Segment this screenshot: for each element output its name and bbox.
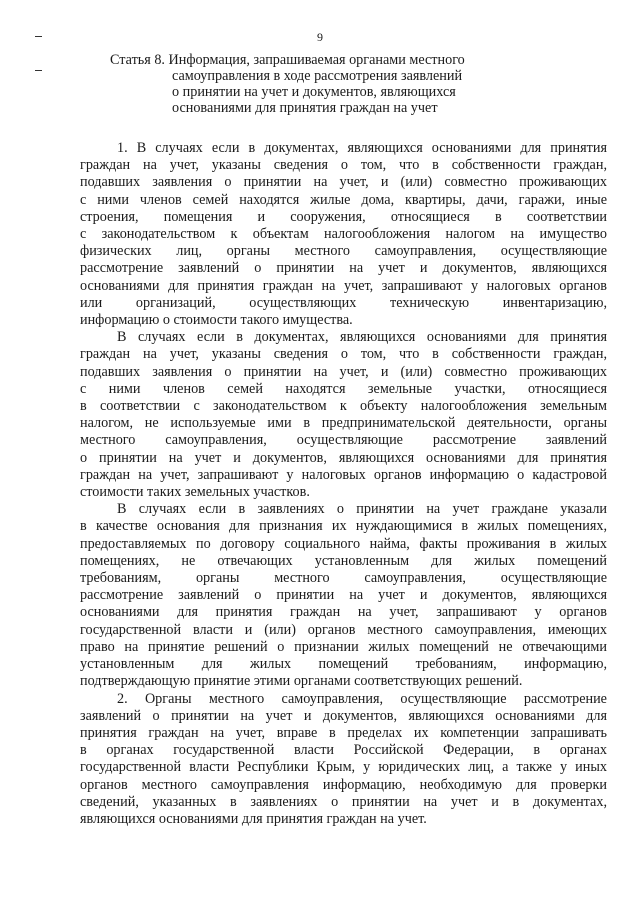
text-line: налогом, не используемые ими в предпринимательской деятельности, органы [80,415,607,432]
text-line: граждан на учет, указаны сведения о том, что в собственности граждан, [80,157,607,174]
article-heading-line: о принятии на учет и документов, являющихся [172,84,456,100]
text-line: принятия граждан на учет, вправе в пределах их компетенции запрашивать [80,724,607,741]
text-line: граждан на учет, указаны сведения о том, что в собственности граждан, [80,346,607,363]
text-line: подтверждающую принятие этими органами соответствующих решений. [80,673,523,690]
text-line: являющихся основаниями для принятия граждан на учет. [80,810,427,827]
text-line: с законодательством к объектам налогообложения налогом на имущество [80,226,607,243]
text-line: подавших заявления о принятии на учет, и (или) совместно проживающих [80,174,607,191]
text-line: 1. В случаях если в документах, являющихся основаниями для принятия [117,140,607,156]
text-line: с ними членов семей находятся жилые дома, квартиры, дачи, гаражи, иные [80,191,607,208]
article-heading-line: самоуправления в ходе рассмотрения заявлений [172,68,463,84]
text-line: право на принятие решений о признании жилых помещений не отвечающими [80,638,607,655]
text-line: установленным для жилых помещений требованиям, информацию, [80,656,607,673]
text-line: государственной власти Республики Крым, у юридических лиц, а также у иных [80,759,607,776]
text-line: с ними членов семей находятся земельные участки, относящиеся [80,380,607,397]
text-line: государственной власти и (или) органов местного самоуправления, имеющих [80,621,607,638]
text-line: 2. Органы местного самоуправления, осуществляющие рассмотрение [117,690,607,707]
text-line: о принятии на учет и документов, являющихся основаниями для принятия [80,449,607,466]
article-heading [110,52,530,116]
text-line: сведений, указанных в заявлениях о принятии на учет и в документах, [80,793,607,810]
text-line: рассмотрение заявлений о принятии на учет и документов, являющихся [80,587,607,604]
text-line: в соответствии с законодательством к объекту налогообложения земельным [80,398,607,415]
article-body [80,140,607,828]
text-line: требованиям, органы местного самоуправления, осуществляющие [80,570,607,587]
text-line: строения, помещения и сооружения, относящиеся в соответствии [80,208,607,225]
text-line: основаниями для принятия граждан на учет, запрашивают у налоговых органов [80,277,607,294]
text-line: стоимости таких земельных участков. [80,484,310,501]
text-line: местного самоуправления, осуществляющие рассмотрение заявлений [80,432,607,449]
text-line: в качестве основания для признания их нуждающимися в жилых помещениях, [80,518,607,535]
text-line: граждан на учет, запрашивают у налоговых органов информацию о кадастровой [80,466,607,483]
text-line: в органах государственной власти Российской Федерации, в органах [80,742,607,759]
text-line: рассмотрение заявлений о принятии на учет и документов, являющихся [80,260,607,277]
article-heading-line: основаниями для принятия граждан на учет [172,100,438,116]
margin-mark [35,70,42,71]
article-heading-line: Статья 8. Информация, запрашиваемая органами местного [110,52,465,68]
text-line: физических лиц, органы местного самоуправления, осуществляющие [80,243,607,260]
page-number: 9 [317,30,323,44]
text-line: В случаях если в документах, являющихся основаниями для принятия [117,329,607,346]
text-line: подавших заявления о принятии на учет, и (или) совместно проживающих [80,363,607,380]
text-line: основаниями для принятия граждан на учет, запрашивают у органов [80,604,607,621]
text-line: или организаций, осуществляющих техническую инвентаризацию, [80,294,607,311]
text-line: предоставляемых по договору социального найма, факты проживания в жилых [80,535,607,552]
text-line: заявлений о принятии на учет и документов, являющихся основаниями для [80,707,607,724]
text-line: помещениях, не отвечающих установленным для жилых помещений [80,552,607,569]
text-line: В случаях если в заявлениях о принятии на учет граждане указали [117,501,607,518]
text-line: информацию о стоимости такого имущества. [80,312,353,329]
text-line: органов местного самоуправления информацию, необходимую для проверки [80,776,607,793]
